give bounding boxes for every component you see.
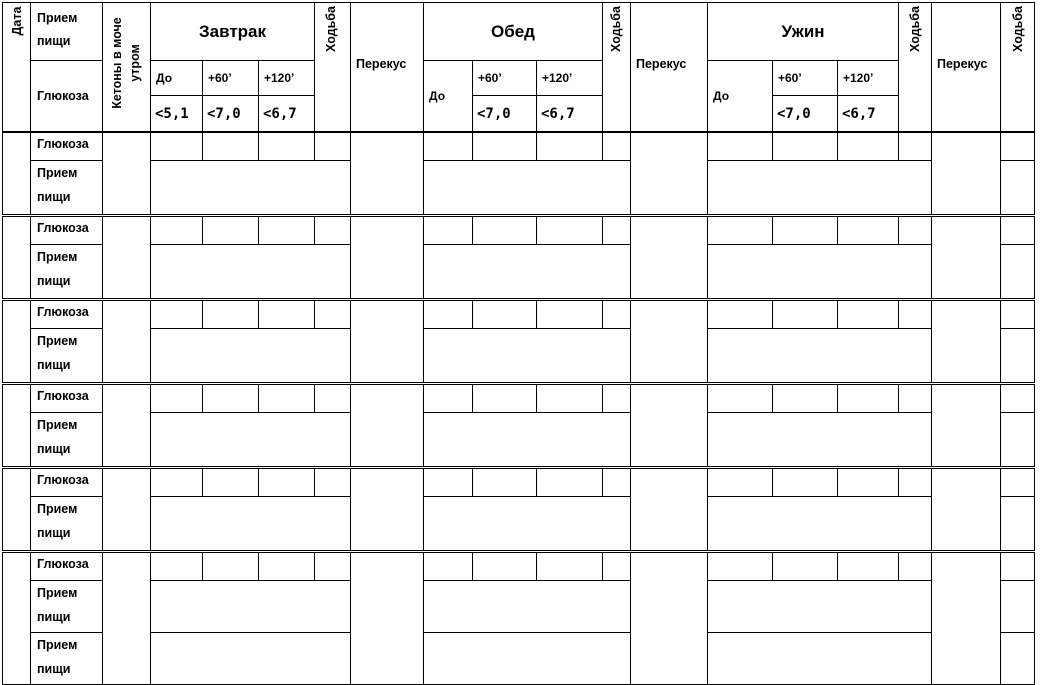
breakfast-meal-cell[interactable] [151,413,351,467]
snack-cell-1[interactable] [351,301,424,383]
lunch-60-cell[interactable] [473,217,537,245]
day-block [2,132,1035,215]
dinner-before-cell[interactable] [708,133,773,161]
breakfast-before-cell[interactable] [151,469,203,497]
meal-row-label: Прием пищи [31,245,103,299]
breakfast-before-cell[interactable] [151,553,203,581]
meal-row-label: Прием пищи [31,413,103,467]
breakfast-120-cell[interactable] [259,469,315,497]
ketones-cell[interactable] [103,301,151,383]
dinner-meal-cell[interactable] [708,497,932,551]
breakfast-60-cell[interactable] [203,133,259,161]
walking-label-4: Ходьба [1011,6,1025,52]
dinner-meal-cell[interactable] [708,329,932,383]
lunch-60-cell[interactable] [473,553,537,581]
walking-header-4 [1001,3,1035,132]
snack-cell-2[interactable] [631,133,708,215]
breakfast-60-cell[interactable] [203,217,259,245]
walking-cell-4b[interactable] [1001,161,1035,215]
walking-header-3 [899,3,932,132]
glucose-row-label: Глюкоза [31,385,103,413]
lunch-walking-cell[interactable] [603,385,631,413]
day-block [2,384,1035,467]
snack-cell-2[interactable] [631,469,708,551]
ketones-cell[interactable] [103,385,151,467]
walking-cell-4b[interactable] [1001,245,1035,299]
lunch-meal-cell[interactable] [424,497,631,551]
ketones-header [103,3,151,132]
meal-row-label: Прием пищи [31,161,103,215]
breakfast-60-cell[interactable] [203,301,259,329]
snack-cell-3[interactable] [932,301,1001,383]
breakfast-norm-before: <5,1 [151,96,203,132]
snack-cell-3[interactable] [932,553,1001,685]
lunch-meal-cell[interactable] [424,245,631,299]
dinner-norm-120: <6,7 [838,96,899,132]
lunch-plus60: +60’ [473,61,537,96]
glucose-row-label: Глюкоза [31,301,103,329]
date-cell[interactable] [3,469,31,551]
glucose-row-label: Глюкоза [31,553,103,581]
walking-cell-4b[interactable] [1001,497,1035,551]
walking-cell-4a[interactable] [1001,217,1035,245]
lunch-60-cell[interactable] [473,133,537,161]
day-block [2,300,1035,383]
dinner-before-cell[interactable] [708,385,773,413]
snack-header-2: Перекус [631,3,708,132]
walking-header-2 [603,3,631,132]
date-header-label: Дата [10,6,24,36]
date-cell[interactable] [3,301,31,383]
breakfast-before-cell[interactable] [151,217,203,245]
breakfast-120-cell[interactable] [259,133,315,161]
dinner-before-cell[interactable] [708,553,773,581]
snack-cell-2[interactable] [631,553,708,685]
breakfast-120-cell[interactable] [259,385,315,413]
ketones-cell[interactable] [103,133,151,215]
glucose-row-label: Глюкоза [31,469,103,497]
lunch-before-cell[interactable] [424,133,473,161]
snack-cell-1[interactable] [351,553,424,685]
breakfast-60-cell[interactable] [203,385,259,413]
lunch-120-cell[interactable] [537,301,603,329]
glucose-header: Глюкоза [31,61,103,132]
dinner-120-cell[interactable] [838,553,899,581]
lunch-norm-60: <7,0 [473,96,537,132]
lunch-before-cell[interactable] [424,301,473,329]
dinner-120-cell[interactable] [838,133,899,161]
snack-cell-2[interactable] [631,301,708,383]
walking-cell-4a[interactable] [1001,301,1035,329]
lunch-plus120: +120’ [537,61,603,96]
dinner-before-cell[interactable] [708,469,773,497]
walking-label-2: Ходьба [609,6,623,52]
breakfast-walking-cell[interactable] [315,553,351,581]
walking-label-1: Ходьба [324,6,338,52]
dinner-60-cell[interactable] [773,133,838,161]
snack-header-3: Перекус [932,3,1001,132]
lunch-norm-120: <6,7 [537,96,603,132]
walking-cell-4b[interactable] [1001,581,1035,633]
lunch-meal-cell[interactable] [424,413,631,467]
dinner-walking-cell[interactable] [899,217,932,245]
dinner-walking-cell[interactable] [899,553,932,581]
dinner-header: Ужин [708,3,899,61]
breakfast-before-cell[interactable] [151,133,203,161]
meal-row-label: Прием пищи [31,633,103,685]
snack-cell-1[interactable] [351,469,424,551]
walking-cell-4a[interactable] [1001,469,1035,497]
breakfast-120-cell[interactable] [259,217,315,245]
glucose-row-label: Глюкоза [31,133,103,161]
lunch-meal-cell[interactable] [424,633,631,685]
dinner-plus60: +60’ [773,61,838,96]
snack-cell-3[interactable] [932,469,1001,551]
lunch-120-cell[interactable] [537,385,603,413]
date-cell[interactable] [3,385,31,467]
lunch-meal-cell[interactable] [424,329,631,383]
breakfast-meal-cell[interactable] [151,633,351,685]
lunch-walking-cell[interactable] [603,469,631,497]
breakfast-meal-cell[interactable] [151,329,351,383]
dinner-meal-cell[interactable] [708,413,932,467]
dinner-60-cell[interactable] [773,469,838,497]
ketones-cell[interactable] [103,469,151,551]
dinner-before-cell[interactable] [708,301,773,329]
dinner-walking-cell[interactable] [899,469,932,497]
snack-cell-3[interactable] [932,217,1001,299]
header-table [2,2,1035,132]
snack-header-1: Перекус [351,3,424,132]
breakfast-120-cell[interactable] [259,301,315,329]
lunch-60-cell[interactable] [473,469,537,497]
meal-row-label: Прием пищи [31,497,103,551]
dinner-before-cell[interactable] [708,217,773,245]
snack-cell-1[interactable] [351,217,424,299]
lunch-header: Обед [424,3,603,61]
lunch-before-cell[interactable] [424,469,473,497]
breakfast-walking-cell[interactable] [315,133,351,161]
dinner-walking-cell[interactable] [899,301,932,329]
walking-cell-4b[interactable] [1001,413,1035,467]
breakfast-meal-cell[interactable] [151,497,351,551]
lunch-meal-cell[interactable] [424,161,631,215]
lunch-120-cell[interactable] [537,217,603,245]
dinner-120-cell[interactable] [838,217,899,245]
breakfast-plus120: +120’ [259,61,315,96]
dinner-60-cell[interactable] [773,217,838,245]
dinner-meal-cell[interactable] [708,633,932,685]
breakfast-walking-cell[interactable] [315,217,351,245]
dinner-before: До [708,61,773,132]
dinner-120-cell[interactable] [838,385,899,413]
day-block [2,468,1035,551]
breakfast-meal-cell[interactable] [151,161,351,215]
lunch-120-cell[interactable] [537,133,603,161]
date-header [3,3,31,132]
breakfast-120-cell[interactable] [259,553,315,581]
meal-row-label: Прием пищи [31,581,103,633]
lunch-walking-cell[interactable] [603,217,631,245]
breakfast-60-cell[interactable] [203,469,259,497]
ketones-header-label: Кетоны в моче утром [110,17,142,109]
dinner-walking-cell[interactable] [899,385,932,413]
lunch-60-cell[interactable] [473,385,537,413]
dinner-walking-cell[interactable] [899,133,932,161]
lunch-120-cell[interactable] [537,553,603,581]
dinner-120-cell[interactable] [838,469,899,497]
ketones-cell[interactable] [103,553,151,685]
snack-cell-2[interactable] [631,385,708,467]
lunch-60-cell[interactable] [473,301,537,329]
snack-cell-1[interactable] [351,133,424,215]
snack-cell-3[interactable] [932,385,1001,467]
snack-cell-2[interactable] [631,217,708,299]
walking-cell-4b[interactable] [1001,329,1035,383]
breakfast-meal-cell[interactable] [151,245,351,299]
breakfast-meal-cell[interactable] [151,581,351,633]
date-cell[interactable] [3,133,31,215]
lunch-before-cell[interactable] [424,217,473,245]
dinner-60-cell[interactable] [773,553,838,581]
breakfast-60-cell[interactable] [203,553,259,581]
breakfast-walking-cell[interactable] [315,385,351,413]
walking-cell-4b[interactable] [1001,633,1035,685]
date-cell[interactable] [3,217,31,299]
dinner-norm-60: <7,0 [773,96,838,132]
walking-cell-4a[interactable] [1001,553,1035,581]
day-block [2,552,1035,685]
date-cell[interactable] [3,553,31,685]
breakfast-before-cell[interactable] [151,385,203,413]
meal-intake-header: Прием пищи [31,3,103,61]
dinner-meal-cell[interactable] [708,245,932,299]
breakfast-walking-cell[interactable] [315,301,351,329]
lunch-before-cell[interactable] [424,385,473,413]
dinner-60-cell[interactable] [773,385,838,413]
walking-header-1 [315,3,351,132]
breakfast-before: До [151,61,203,96]
lunch-walking-cell[interactable] [603,553,631,581]
dinner-meal-cell[interactable] [708,581,932,633]
snack-cell-3[interactable] [932,133,1001,215]
day-block [2,216,1035,299]
lunch-walking-cell[interactable] [603,133,631,161]
breakfast-norm-60: <7,0 [203,96,259,132]
dinner-meal-cell[interactable] [708,161,932,215]
lunch-120-cell[interactable] [537,469,603,497]
dinner-120-cell[interactable] [838,301,899,329]
snack-cell-1[interactable] [351,385,424,467]
breakfast-walking-cell[interactable] [315,469,351,497]
breakfast-before-cell[interactable] [151,301,203,329]
dinner-plus120: +120’ [838,61,899,96]
walking-label-3: Ходьба [908,6,922,52]
lunch-meal-cell[interactable] [424,581,631,633]
walking-cell-4a[interactable] [1001,385,1035,413]
glucose-row-label: Глюкоза [31,217,103,245]
ketones-cell[interactable] [103,217,151,299]
dinner-60-cell[interactable] [773,301,838,329]
lunch-walking-cell[interactable] [603,301,631,329]
lunch-before: До [424,61,473,132]
meal-row-label: Прием пищи [31,329,103,383]
walking-cell-4a[interactable] [1001,133,1035,161]
breakfast-header: Завтрак [151,3,315,61]
breakfast-norm-120: <6,7 [259,96,315,132]
breakfast-plus60: +60’ [203,61,259,96]
lunch-before-cell[interactable] [424,553,473,581]
